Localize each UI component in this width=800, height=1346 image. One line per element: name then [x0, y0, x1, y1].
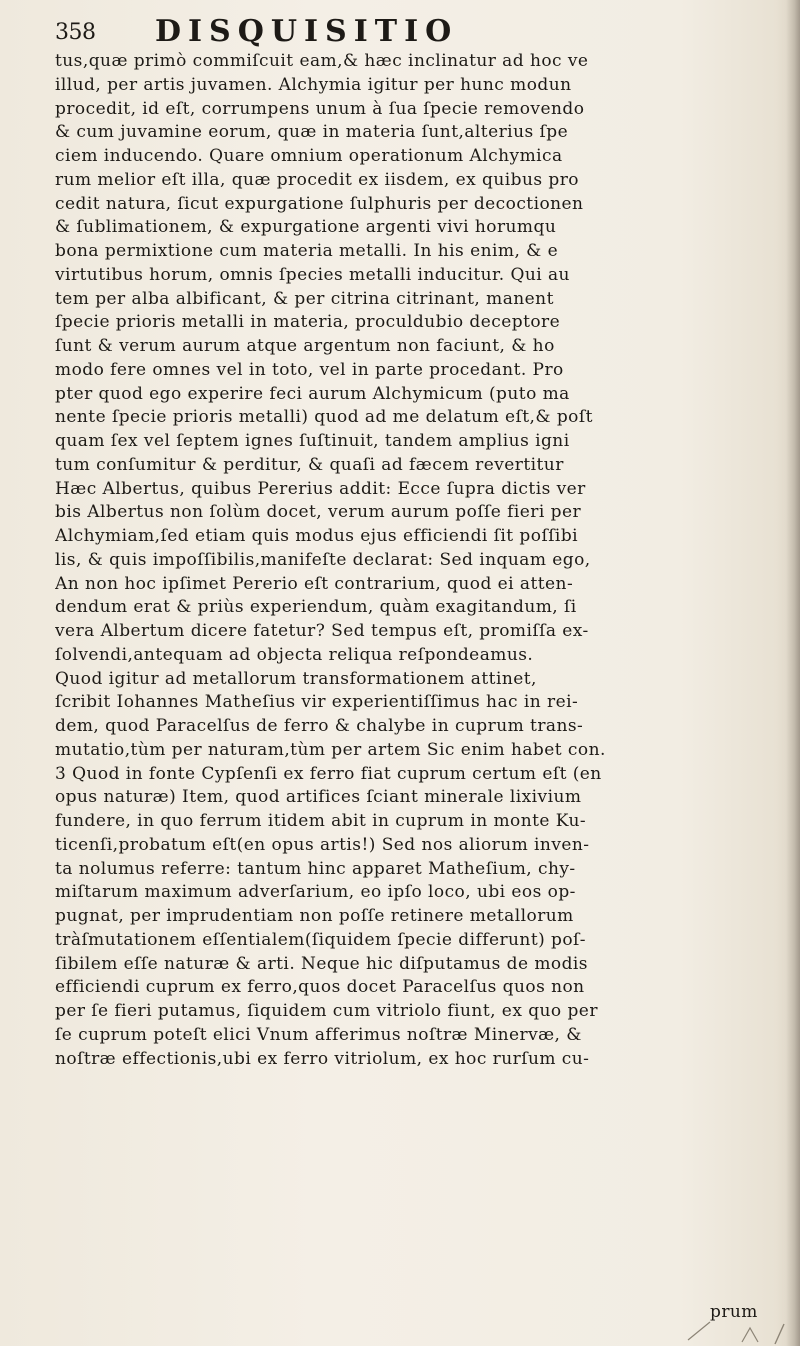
text-line: ſe cuprum poteſt elici Vnum afferimus noſtræ Minervæ, & [55, 1024, 582, 1045]
text-line: ta nolumus referre: tantum hinc apparet Matheſium, chy- [55, 858, 576, 879]
text-line: lis, & quis impoſſibilis,manifeſte declarat: Sed inquam ego, [55, 549, 591, 570]
text-line: per ſe fieri putamus, ſiquidem cum vitriolo fiunt, ex quo per [55, 1001, 598, 1021]
text-line: noſtræ effectionis,ubi ex ferro vitriolum, ex hoc rurſum cu- [55, 1048, 590, 1069]
page-number: 358 [55, 20, 96, 45]
text-line: procedit, id eſt, corrumpens unum à ſua ſpecie removendo [55, 98, 585, 119]
text-line: vera Albertum dicere fatetur? Sed tempus eſt, promiſſa ex- [55, 621, 589, 641]
text-line: modo fere omnes vel in toto, vel in parte procedant. Pro [55, 359, 564, 380]
text-line: tem per alba albificant, & per citrina citrinant, manent [55, 288, 554, 309]
text-line: ſcribit Iohannes Matheſius vir experientiſſimus hac in rei- [55, 692, 579, 713]
text-line: cedit natura, ſicut expurgatione ſulphuris per decoctionen [55, 193, 584, 214]
running-title: DISQUISITIO [155, 14, 459, 49]
text-line: pugnat, per imprudentiam non poſſe retinere metallorum [55, 906, 574, 926]
text-line: 3 Quod in fonte Cypſenſi ex ferro fiat cuprum certum eſt (en [55, 763, 602, 784]
text-line: Hæc Albertus, quibus Pererius addit: Ecce ſupra dictis ver [55, 478, 586, 499]
body-text [55, 50, 795, 1071]
text-line: ſpecie prioris metalli in materia, proculdubio deceptore [55, 312, 561, 333]
text-line: dendum erat & priùs experiendum, quàm exagitandum, ſi [55, 597, 577, 618]
text-line: opus naturæ) Item, quod artifices ſciant minerale lixivium [55, 787, 582, 808]
text-line: fundere, in quo ferrum itidem abit in cuprum in monte Ku- [55, 811, 587, 831]
page-header [55, 8, 795, 52]
text-line: tus,quæ primò commiſcuit eam,& hæc inclinatur ad hoc ve [55, 51, 589, 71]
text-line: rum melior eſt illa, quæ procedit ex iisdem, ex quibus pro [55, 169, 579, 190]
text-line: bona permixtione cum materia metalli. In his enim, & e [55, 241, 559, 261]
text-line: Quod igitur ad metallorum transformationem attinet, [55, 668, 537, 689]
text-line: bis Albertus non ſolùm docet, verum aurum poſſe fieri per [55, 502, 582, 523]
bleed-through-marks [680, 1318, 790, 1346]
text-line: & ſublimationem, & expurgatione argenti vivi horumqu [55, 217, 557, 238]
text-line: efficiendi cuprum ex ferro,quos docet Paracelſus quos non [55, 977, 585, 998]
text-line: ciem inducendo. Quare omnium operationum Alchymica [55, 146, 563, 166]
text-line: & cum juvamine eorum, quæ in materia ſunt,alterius ſpe [55, 122, 569, 143]
catchword: prum [710, 1302, 758, 1322]
text-line: dem, quod Paracelſus de ferro & chalybe in cuprum trans- [55, 716, 584, 736]
text-line: nente ſpecie prioris metalli) quod ad me delatum eſt,& poſt [55, 407, 593, 428]
text-line: miſtarum maximum adverſarium, eo ipſo loco, ubi eos op- [55, 882, 576, 903]
text-line: An non hoc ipſimet Pererio eſt contrarium, quod ei atten- [55, 573, 574, 594]
text-line: ſolvendi,antequam ad objecta reliqua reſpondeamus. [55, 644, 534, 665]
text-line: Alchymiam,ſed etiam quis modus ejus efficiendi ſit poſſibi [55, 526, 579, 546]
page-edge-shadow [786, 0, 800, 1346]
text-line: ticenſi,probatum eſt(en opus artis!) Sed nos aliorum inven- [55, 834, 590, 855]
text-line: illud, per artis juvamen. Alchymia igitur per hunc modun [55, 74, 572, 95]
text-line: pter quod ego experire feci aurum Alchymicum (puto ma [55, 383, 570, 404]
text-line: ſunt & verum aurum atque argentum non faciunt, & ho [55, 336, 555, 356]
text-line: mutatio,tùm per naturam,tùm per artem Sic enim habet con. [55, 739, 606, 760]
text-line: tràſmutationem eſſentialem(ſiquidem ſpecie differunt) poſ- [55, 929, 586, 950]
text-line: tum conſumitur & perditur, & quaſi ad fæcem revertitur [55, 454, 564, 475]
text-line: virtutibus horum, omnis ſpecies metalli inducitur. Qui au [55, 264, 570, 285]
text-line: ſibilem eſſe naturæ & arti. Neque hic diſputamus de modis [55, 953, 588, 974]
text-line: quam ſex vel ſeptem ignes ſuſtinuit, tandem amplius igni [55, 431, 570, 451]
